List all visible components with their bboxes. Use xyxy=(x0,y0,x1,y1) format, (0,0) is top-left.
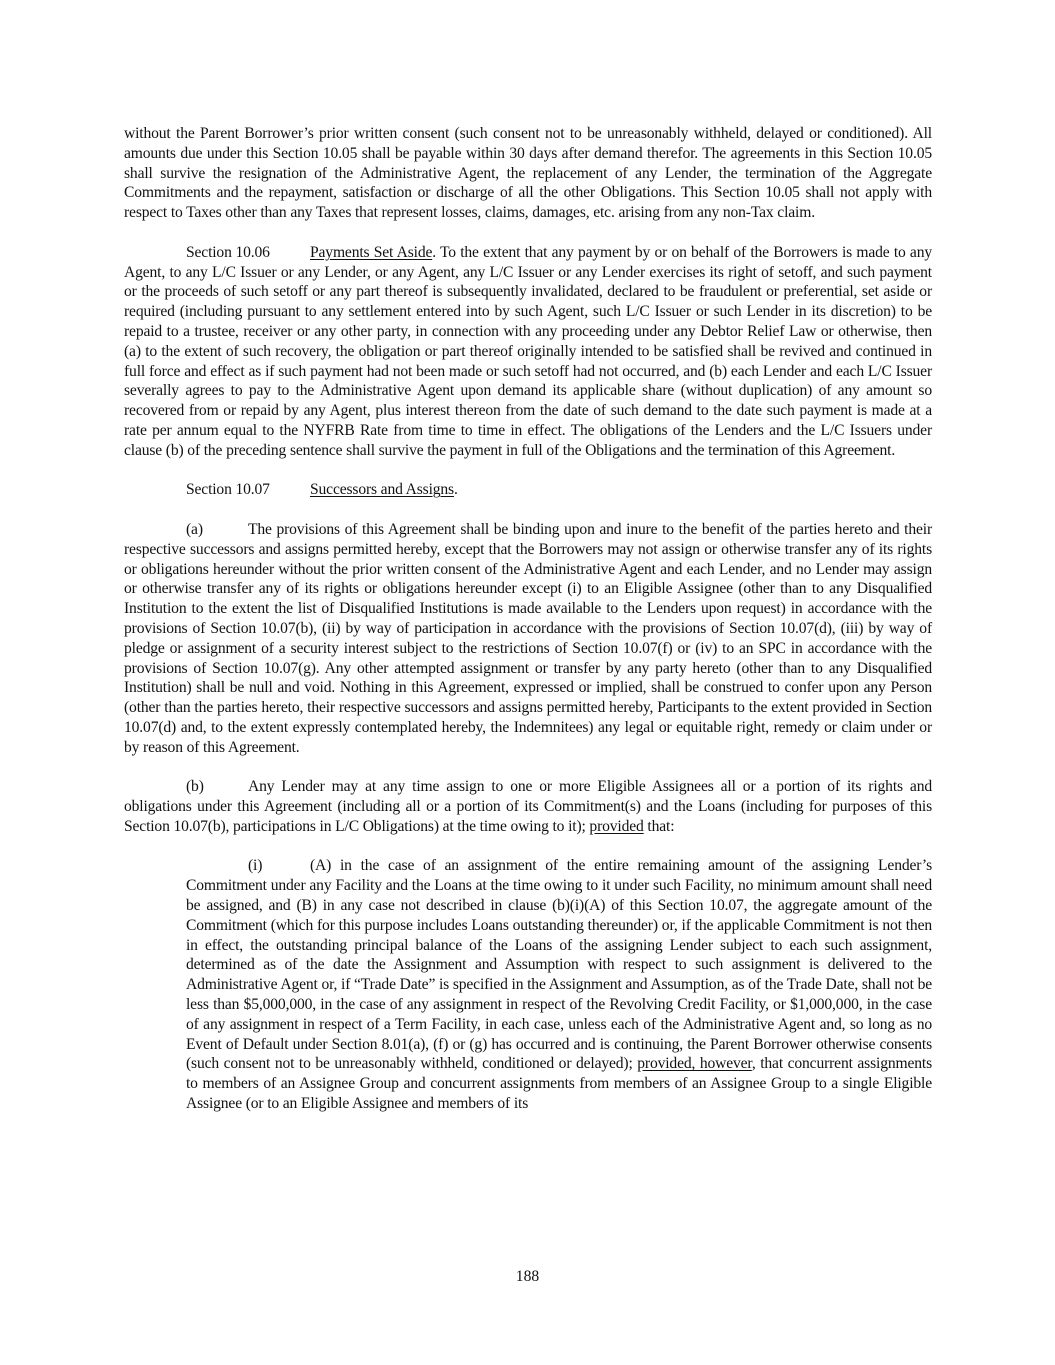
clause-body: Any Lender may at any time assign to one or more Eligible Assignees all or a portion of its rights and obligations under this Agreement (including all or a portion of its Commitment(s) and the Loans (including for purposes of this Section 10.07(b), participations in L/C Obligations) at the time owing to it); xyxy=(124,778,932,835)
clause-b-i-paragraph xyxy=(186,856,932,1113)
clause-label: (b) xyxy=(186,778,204,796)
paragraph-gap xyxy=(124,461,932,481)
section-10-06-paragraph xyxy=(124,243,932,461)
provided-however-term: provided, however xyxy=(637,1055,752,1073)
subclause-tail: , that concurrent assignments to members of an Assignee Group and concurrent assignments from members of an Assignee Group to a single Eligible Assignee (or to an Eligible Assignee and members of its xyxy=(186,1055,932,1113)
clause-b-paragraph xyxy=(124,777,932,836)
paragraph-gap xyxy=(124,500,932,520)
section-body: To the extent that any payment by or on behalf of the Borrowers is made to any Agent, to any L/C Issuer or any Lender, or any Agent, any L/C Issuer or any Lender exercises its right of setoff, and such payment or the proceeds of such setoff or any part thereof is subsequently invalidated, declared to be fraudulent or preferential, set aside or required (including pursuant to any settlement entered into by such Agent, such L/C Issuer or such Lender in its discretion) to be repaid to a trustee, receiver or any other party, in connection with any proceeding under any Debtor Relief Law or otherwise, then (a) to the extent of such recovery, the obligation or part thereof originally intended to be satisfied shall be revived and continued in full force and effect as if such payment had not been made or such setoff had not occurred, and (b) each Lender and each L/C Issuer severally agrees to pay to the Administrative Agent upon demand its applicable share (without duplication) of any amount so recovered from or repaid by any Agent, plus interest thereon from the date of such demand to the date such payment is made at a rate per annum equal to the NYFRB Rate from time to time in effect. The obligations of the Lenders and the L/C Issuers under clause (b) of the preceding sentence shall survive the payment in full of the Obligations and the termination of this Agreement. xyxy=(124,243,932,459)
carryover-paragraph: without the Parent Borrower’s prior written consent (such consent not to be unreasonably withheld, delayed or conditioned). All amounts due under this Section 10.05 shall be payable within 30 days after demand therefor. The agreements in this Section 10.05 shall survive the resignation of the Administrative Agent, the replacement of any Lender, the termination of the Aggregate Commitments and the repayment, satisfaction or discharge of all the other Obligations. This Section 10.05 shall not apply with respect to Taxes other than any Taxes that represent losses, claims, damages, etc. arising from any non-Tax claim. xyxy=(124,125,932,222)
subclause-body: (A) in the case of an assignment of the entire remaining amount of the assigning Lender’s Commitment under any Facility and the Loans at the time owing to it under such Facility, no minimum amount shall need be assigned, and (B) in any case not described in clause (b)(i)(A) of this Section 10.07, the aggregate amount of the Commitment (which for this purpose includes Loans outstanding thereunder) or, if the applicable Commitment is not then in effect, the outstanding principal balance of the Loans of the assigning Lender subject to each such assignment, determined as of the date the Assignment and Assumption with respect to such assignment is delivered to the Administrative Agent or, if “Trade Date” is specified in the Assignment and Assumption, as of the Trade Date, shall not be less than $5,000,000, in the case of any assignment in respect of the Revolving Credit Facility, or $1,000,000, in the case of any assignment in respect of a Term Facility, in each case, unless each of the Administrative Agent and, so long as no Event of Default under Section 8.01(a), (f) or (g) has occurred and is continuing, the Parent Borrower otherwise consents (such consent not to be unreasonably withheld, conditioned or delayed); xyxy=(186,857,932,1073)
section-title: Successors and Assigns xyxy=(310,481,454,499)
paragraph-gap xyxy=(124,223,932,243)
provided-term: provided xyxy=(589,817,644,835)
clause-tail: that: xyxy=(643,817,675,835)
section-10-07-heading xyxy=(124,480,932,500)
clause-body: The provisions of this Agreement shall be binding upon and inure to the benefit of the parties hereto and their respective successors and assigns permitted hereby, except that the Borrowers may not assign or otherwise transfer any of its rights or obligations hereunder without the prior written consent of the Administrative Agent and each Lender, and no Lender may assign or otherwise transfer any of its rights or obligations hereunder except (i) to an Eligible Assignee (other than to any Disqualified Institution to the extent the list of Disqualified Institutions is made available to the Lenders upon request) in accordance with the provisions of Section 10.07(b), (ii) by way of participation in accordance with the provisions of Section 10.07(d), (iii) by way of pledge or assignment of a security interest subject to the restrictions of Section 10.07(f) or (iv) to an SPC in accordance with the provisions of Section 10.07(g). Any other attempted assignment or transfer by any party hereto (other than to any Disqualified Institution) shall be null and void. Nothing in this Agreement, expressed or implied, shall be construed to confer upon any Person (other than the parties hereto, their respective successors and assigns permitted hereby, Participants to the extent provided in Section 10.07(d) and, to the extent expressly contemplated hereby, the Indemnitees) any legal or equitable right, remedy or claim under or by reason of this Agreement. xyxy=(124,520,932,756)
section-title-punct: . xyxy=(432,243,436,261)
section-number: Section 10.07 xyxy=(186,481,270,499)
clause-label: (a) xyxy=(186,520,203,538)
section-title-punct: . xyxy=(453,481,458,499)
page-number: 188 xyxy=(515,1268,540,1285)
section-number: Section 10.06 xyxy=(186,243,270,261)
section-title: Payments Set Aside xyxy=(310,243,433,261)
paragraph-gap xyxy=(124,758,932,778)
paragraph-gap xyxy=(124,837,932,857)
subclause-label: (i) xyxy=(248,857,263,875)
document-page xyxy=(124,124,932,1114)
clause-a-paragraph xyxy=(124,520,932,758)
